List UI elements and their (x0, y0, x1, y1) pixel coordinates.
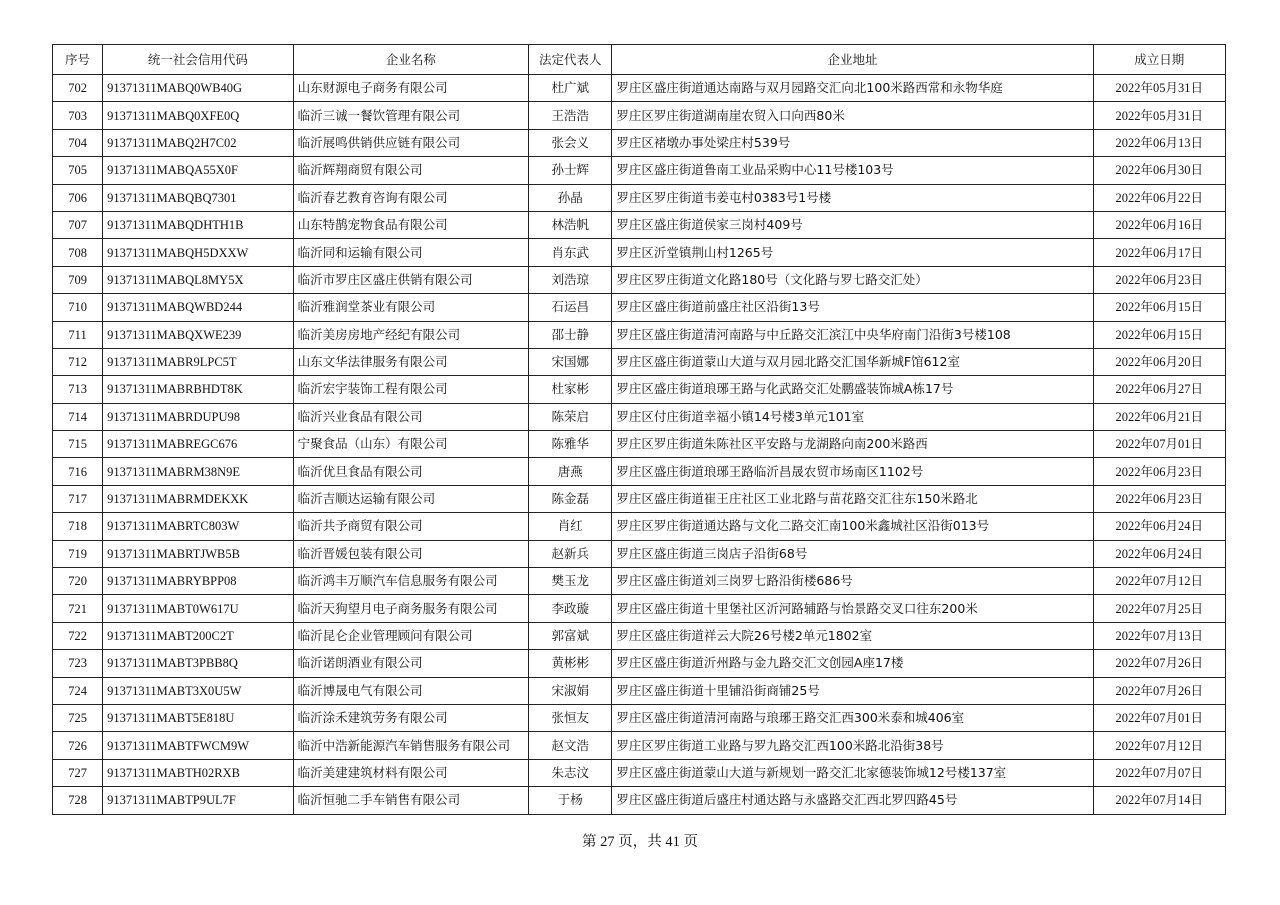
cell-serial-no: 717 (53, 485, 103, 512)
cell-address: 罗庄区沂堂镇荆山村1265号 (612, 239, 1093, 266)
cell-address: 罗庄区盛庄街道前盛庄社区沿街13号 (612, 294, 1093, 321)
cell-credit-code: 91371311MABRM38N9E (103, 458, 293, 485)
cell-company-name: 宁聚食品（山东）有限公司 (293, 431, 529, 458)
cell-serial-no: 704 (53, 129, 103, 156)
cell-address: 罗庄区罗庄街道通达路与文化二路交汇南100米鑫城社区沿街013号 (612, 513, 1093, 540)
cell-legal-rep: 孙士辉 (529, 157, 612, 184)
header-legal-rep: 法定代表人 (529, 45, 612, 75)
cell-legal-rep: 樊玉龙 (529, 568, 612, 595)
cell-founding-date: 2022年06月15日 (1093, 321, 1225, 348)
cell-legal-rep: 张会义 (529, 129, 612, 156)
cell-address: 罗庄区盛庄街道鲁南工业品采购中心11号楼103号 (612, 157, 1093, 184)
table-row (53, 732, 1226, 759)
cell-address: 罗庄区盛庄街道三岗店子沿街68号 (612, 540, 1093, 567)
table-row (53, 513, 1226, 540)
cell-credit-code: 91371311MABQ2H7C02 (103, 129, 293, 156)
cell-credit-code: 91371311MABRTJWB5B (103, 540, 293, 567)
cell-company-name: 临沂昆仑企业管理顾问有限公司 (293, 622, 529, 649)
cell-address: 罗庄区盛庄街道后盛庄村通达路与永盛路交汇西北罗四路45号 (612, 787, 1093, 814)
cell-credit-code: 91371311MABQDHTH1B (103, 211, 293, 238)
cell-company-name: 山东财源电子商务有限公司 (293, 75, 529, 102)
cell-serial-no: 710 (53, 294, 103, 321)
header-founding-date: 成立日期 (1093, 45, 1225, 75)
cell-company-name: 临沂展鸣供销供应链有限公司 (293, 129, 529, 156)
cell-legal-rep: 于杨 (529, 787, 612, 814)
cell-founding-date: 2022年07月01日 (1093, 431, 1225, 458)
cell-address: 罗庄区盛庄街道蒙山大道与新规划一路交汇北家德装饰城12号楼137室 (612, 759, 1093, 786)
table-header-row (53, 45, 1226, 75)
cell-founding-date: 2022年06月22日 (1093, 184, 1225, 211)
cell-company-name: 临沂市罗庄区盛庄供销有限公司 (293, 266, 529, 293)
cell-address: 罗庄区付庄街道幸福小镇14号楼3单元101室 (612, 403, 1093, 430)
cell-founding-date: 2022年06月16日 (1093, 211, 1225, 238)
cell-credit-code: 91371311MABQBQ7301 (103, 184, 293, 211)
table-row (53, 540, 1226, 567)
cell-credit-code: 91371311MABQXWE239 (103, 321, 293, 348)
table-row (53, 568, 1226, 595)
cell-serial-no: 708 (53, 239, 103, 266)
table-row (53, 321, 1226, 348)
cell-legal-rep: 郭富斌 (529, 622, 612, 649)
cell-company-name: 临沂优旦食品有限公司 (293, 458, 529, 485)
cell-serial-no: 722 (53, 622, 103, 649)
cell-legal-rep: 陈雅华 (529, 431, 612, 458)
cell-address: 罗庄区罗庄街道工业路与罗九路交汇西100米路北沿街38号 (612, 732, 1093, 759)
cell-serial-no: 702 (53, 75, 103, 102)
cell-serial-no: 714 (53, 403, 103, 430)
page-number: 第 27 页，共 41 页 (582, 834, 698, 850)
cell-credit-code: 91371311MABQWBD244 (103, 294, 293, 321)
table-row (53, 157, 1226, 184)
cell-legal-rep: 孙晶 (529, 184, 612, 211)
cell-serial-no: 720 (53, 568, 103, 595)
cell-legal-rep: 刘浩琼 (529, 266, 612, 293)
table-row (53, 485, 1226, 512)
cell-credit-code: 91371311MABT5E818U (103, 704, 293, 731)
cell-founding-date: 2022年07月25日 (1093, 595, 1225, 622)
header-credit-code: 统一社会信用代码 (103, 45, 293, 75)
cell-company-name: 临沂辉翔商贸有限公司 (293, 157, 529, 184)
cell-address: 罗庄区罗庄街道文化路180号（文化路与罗七路交汇处） (612, 266, 1093, 293)
cell-address: 罗庄区盛庄街道十里铺沿街商铺25号 (612, 677, 1093, 704)
cell-serial-no: 703 (53, 102, 103, 129)
table-body (53, 75, 1226, 815)
cell-serial-no: 719 (53, 540, 103, 567)
cell-founding-date: 2022年07月26日 (1093, 650, 1225, 677)
cell-credit-code: 91371311MABQ0WB40G (103, 75, 293, 102)
cell-company-name: 临沂共予商贸有限公司 (293, 513, 529, 540)
cell-serial-no: 726 (53, 732, 103, 759)
cell-address: 罗庄区盛庄街道琅琊王路与化武路交汇处鹏盛装饰城A栋17号 (612, 376, 1093, 403)
cell-company-name: 临沂美建建筑材料有限公司 (293, 759, 529, 786)
cell-credit-code: 91371311MABT200C2T (103, 622, 293, 649)
cell-serial-no: 711 (53, 321, 103, 348)
cell-founding-date: 2022年06月13日 (1093, 129, 1225, 156)
table-row (53, 431, 1226, 458)
cell-serial-no: 713 (53, 376, 103, 403)
cell-founding-date: 2022年06月24日 (1093, 540, 1225, 567)
cell-founding-date: 2022年07月13日 (1093, 622, 1225, 649)
table-row (53, 129, 1226, 156)
cell-serial-no: 706 (53, 184, 103, 211)
cell-legal-rep: 肖东武 (529, 239, 612, 266)
cell-company-name: 临沂中浩新能源汽车销售服务有限公司 (293, 732, 529, 759)
cell-founding-date: 2022年07月07日 (1093, 759, 1225, 786)
cell-legal-rep: 王浩浩 (529, 102, 612, 129)
cell-legal-rep: 杜广斌 (529, 75, 612, 102)
cell-address: 罗庄区罗庄街道韦姜屯村0383号1号楼 (612, 184, 1093, 211)
cell-founding-date: 2022年06月23日 (1093, 485, 1225, 512)
cell-credit-code: 91371311MABR9LPC5T (103, 348, 293, 375)
cell-credit-code: 91371311MABTP9UL7F (103, 787, 293, 814)
table-row (53, 266, 1226, 293)
cell-founding-date: 2022年05月31日 (1093, 75, 1225, 102)
cell-company-name: 临沂涂禾建筑劳务有限公司 (293, 704, 529, 731)
cell-legal-rep: 肖红 (529, 513, 612, 540)
cell-company-name: 临沂诺朗酒业有限公司 (293, 650, 529, 677)
cell-credit-code: 91371311MABRYBPP08 (103, 568, 293, 595)
cell-serial-no: 715 (53, 431, 103, 458)
cell-legal-rep: 宋国娜 (529, 348, 612, 375)
table-row (53, 595, 1226, 622)
cell-credit-code: 91371311MABQL8MY5X (103, 266, 293, 293)
cell-legal-rep: 杜家彬 (529, 376, 612, 403)
cell-serial-no: 728 (53, 787, 103, 814)
cell-legal-rep: 石运昌 (529, 294, 612, 321)
cell-address: 罗庄区盛庄街道琅琊王路临沂昌晟农贸市场南区1102号 (612, 458, 1093, 485)
cell-credit-code: 91371311MABRTC803W (103, 513, 293, 540)
cell-legal-rep: 李政璇 (529, 595, 612, 622)
cell-serial-no: 724 (53, 677, 103, 704)
cell-serial-no: 727 (53, 759, 103, 786)
cell-address: 罗庄区盛庄街道刘三岗罗七路沿街楼686号 (612, 568, 1093, 595)
cell-serial-no: 705 (53, 157, 103, 184)
cell-address: 罗庄区盛庄街道蒙山大道与双月园北路交汇国华新城F馆612室 (612, 348, 1093, 375)
cell-credit-code: 91371311MABRDUPU98 (103, 403, 293, 430)
cell-address: 罗庄区罗庄街道朱陈社区平安路与龙湖路向南200米路西 (612, 431, 1093, 458)
cell-founding-date: 2022年06月30日 (1093, 157, 1225, 184)
cell-legal-rep: 朱志汶 (529, 759, 612, 786)
header-serial-no: 序号 (53, 45, 103, 75)
cell-company-name: 临沂吉顺达运输有限公司 (293, 485, 529, 512)
cell-address: 罗庄区盛庄街道清河南路与中丘路交汇滨江中央华府南门沿街3号楼108 (612, 321, 1093, 348)
table-row (53, 348, 1226, 375)
cell-credit-code: 91371311MABREGC676 (103, 431, 293, 458)
cell-founding-date: 2022年07月12日 (1093, 732, 1225, 759)
cell-founding-date: 2022年07月26日 (1093, 677, 1225, 704)
table-row (53, 211, 1226, 238)
cell-credit-code: 91371311MABTH02RXB (103, 759, 293, 786)
cell-credit-code: 91371311MABQH5DXXW (103, 239, 293, 266)
table-row (53, 622, 1226, 649)
cell-credit-code: 91371311MABT0W617U (103, 595, 293, 622)
cell-legal-rep: 黄彬彬 (529, 650, 612, 677)
cell-company-name: 临沂三诚一餐饮管理有限公司 (293, 102, 529, 129)
header-company-name: 企业名称 (293, 45, 529, 75)
table-row (53, 184, 1226, 211)
cell-company-name: 临沂天狗望月电子商务服务有限公司 (293, 595, 529, 622)
cell-company-name: 临沂春艺教育咨询有限公司 (293, 184, 529, 211)
cell-legal-rep: 邵士静 (529, 321, 612, 348)
cell-credit-code: 91371311MABT3X0U5W (103, 677, 293, 704)
cell-legal-rep: 赵文浩 (529, 732, 612, 759)
cell-address: 罗庄区盛庄街道十里堡社区沂河路辅路与怡景路交叉口往东200米 (612, 595, 1093, 622)
cell-serial-no: 723 (53, 650, 103, 677)
cell-legal-rep: 林浩帆 (529, 211, 612, 238)
header-address: 企业地址 (612, 45, 1093, 75)
cell-serial-no: 716 (53, 458, 103, 485)
cell-credit-code: 91371311MABTFWCM9W (103, 732, 293, 759)
cell-founding-date: 2022年05月31日 (1093, 102, 1225, 129)
table-row (53, 704, 1226, 731)
cell-founding-date: 2022年06月20日 (1093, 348, 1225, 375)
cell-address: 罗庄区盛庄街道沂州路与金九路交汇文创园A座17楼 (612, 650, 1093, 677)
cell-founding-date: 2022年07月12日 (1093, 568, 1225, 595)
table-row (53, 787, 1226, 814)
table-row (53, 239, 1226, 266)
cell-address: 罗庄区褚墩办事处梁庄村539号 (612, 129, 1093, 156)
cell-credit-code: 91371311MABQA55X0F (103, 157, 293, 184)
table-row (53, 376, 1226, 403)
table-row (53, 458, 1226, 485)
table-row (53, 650, 1226, 677)
table-row (53, 403, 1226, 430)
cell-company-name: 临沂恒驰二手车销售有限公司 (293, 787, 529, 814)
cell-serial-no: 709 (53, 266, 103, 293)
enterprise-registry-table (52, 44, 1226, 815)
cell-founding-date: 2022年06月17日 (1093, 239, 1225, 266)
table-row (53, 759, 1226, 786)
cell-serial-no: 725 (53, 704, 103, 731)
cell-founding-date: 2022年06月24日 (1093, 513, 1225, 540)
cell-founding-date: 2022年07月14日 (1093, 787, 1225, 814)
cell-founding-date: 2022年06月27日 (1093, 376, 1225, 403)
cell-founding-date: 2022年06月21日 (1093, 403, 1225, 430)
cell-serial-no: 721 (53, 595, 103, 622)
cell-address: 罗庄区盛庄街道侯家三岗村409号 (612, 211, 1093, 238)
cell-company-name: 临沂美房房地产经纪有限公司 (293, 321, 529, 348)
cell-address: 罗庄区盛庄街道通达南路与双月园路交汇向北100米路西常和永物华庭 (612, 75, 1093, 102)
cell-company-name: 山东特鹊宠物食品有限公司 (293, 211, 529, 238)
cell-credit-code: 91371311MABRBHDT8K (103, 376, 293, 403)
cell-founding-date: 2022年07月01日 (1093, 704, 1225, 731)
cell-address: 罗庄区盛庄街道祥云大院26号楼2单元1802室 (612, 622, 1093, 649)
cell-serial-no: 718 (53, 513, 103, 540)
cell-company-name: 临沂博晟电气有限公司 (293, 677, 529, 704)
cell-legal-rep: 赵新兵 (529, 540, 612, 567)
cell-credit-code: 91371311MABQ0XFE0Q (103, 102, 293, 129)
cell-credit-code: 91371311MABT3PBB8Q (103, 650, 293, 677)
cell-address: 罗庄区盛庄街道崔王庄社区工业北路与苗花路交汇往东150米路北 (612, 485, 1093, 512)
cell-company-name: 临沂鸿丰万顺汽车信息服务有限公司 (293, 568, 529, 595)
cell-company-name: 临沂宏宇装饰工程有限公司 (293, 376, 529, 403)
cell-company-name: 临沂同和运输有限公司 (293, 239, 529, 266)
cell-founding-date: 2022年06月23日 (1093, 458, 1225, 485)
cell-serial-no: 712 (53, 348, 103, 375)
table-row (53, 294, 1226, 321)
cell-legal-rep: 陈荣启 (529, 403, 612, 430)
cell-address: 罗庄区罗庄街道湖南崖农贸入口向西80米 (612, 102, 1093, 129)
cell-company-name: 山东文华法律服务有限公司 (293, 348, 529, 375)
cell-legal-rep: 唐燕 (529, 458, 612, 485)
cell-legal-rep: 陈金磊 (529, 485, 612, 512)
cell-address: 罗庄区盛庄街道清河南路与琅琊王路交汇西300米泰和城406室 (612, 704, 1093, 731)
cell-company-name: 临沂兴业食品有限公司 (293, 403, 529, 430)
cell-company-name: 临沂雅润堂茶业有限公司 (293, 294, 529, 321)
cell-legal-rep: 张恒友 (529, 704, 612, 731)
table-row (53, 102, 1226, 129)
table-row (53, 677, 1226, 704)
cell-serial-no: 707 (53, 211, 103, 238)
cell-credit-code: 91371311MABRMDEKXK (103, 485, 293, 512)
cell-founding-date: 2022年06月23日 (1093, 266, 1225, 293)
cell-legal-rep: 宋淑娟 (529, 677, 612, 704)
cell-company-name: 临沂晋媛包装有限公司 (293, 540, 529, 567)
table-row (53, 75, 1226, 102)
cell-founding-date: 2022年06月15日 (1093, 294, 1225, 321)
